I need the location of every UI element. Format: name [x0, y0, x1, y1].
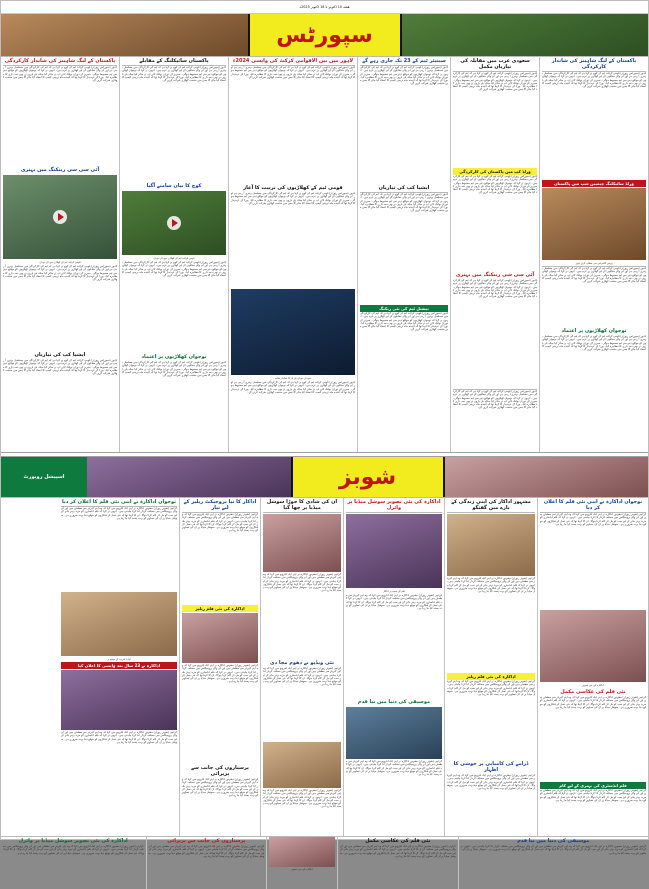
showbiz-red-bar: اداکارہ نے 23 سال بعد واپسی کا اعلان کیا [61, 662, 177, 669]
showbiz-column-5 [180, 498, 260, 836]
issue-date: هفته 10 اکتوبر تا 16 اکتوبر 2025ء [299, 5, 350, 9]
showbiz-body-2: کراچی (شوبز رپورٹر) مشہور اداکارہ نے اپنے ایک انٹرویو میں کہا کہ وہ اپنے کیریئر سے مطمئن ہیں اور آنے والے پروجیکٹس میں مختلف کردار ادا کرنا چاہتی ہیں۔ انہوں نے کہا کہ فلم انڈسٹری کو مزید بہتر بنانے کے لیے سب کو مل کر کام کرنا ہوگا۔ ان کا کہنا تھا کہ نئی نسل کے فنکاروں کو موقع دینا بہت ضروری ہے۔ سوشل میڈیا پر ان کی تصاویر کو بہت پسند کیا جا رہا ہے۔ [540, 696, 646, 709]
footer-photo-1 [269, 837, 335, 867]
sports-column-2 [451, 57, 539, 452]
sports-headline-3: سینیئر ٹیم کے 23 تک جاری رہے گے [362, 58, 446, 64]
sports-body-13: لاہور (سپورٹس رپورٹر) قومی کرکٹ ٹیم کے کوچ نے کہا ہے کہ ٹیم کی کارکردگی میں مسلسل بہتری آ رہی ہے اور آنے والے مقابلوں کے لیے کھلاڑی پر عزم ہیں۔ انہوں نے کہا کہ نوجوان کھلاڑیوں کو مواقع دینے سے ٹیم مضبوط ہوگی۔ سیریز کے دوران بولنگ لائن اپ نے متاثر کیا جبکہ بلے بازوں نے بھی ذمہ داری کا مظاہرہ کیا۔ بورڈ کے عہدیدار کا کہنا تھا کہ آئیندہ ماہ تربیتی کیمپ کا انعقاد کیا جائے گا جس میں منتخب کھلاڑی شرکت کریں گے۔ [231, 381, 355, 394]
showbiz-body-4: کراچی (شوبز رپورٹر) مشہور اداکارہ نے اپنے ایک انٹرویو میں کہا کہ وہ اپنے کیریئر سے مطمئن ہیں اور آنے والے پروجیکٹس میں مختلف کردار ادا کرنا چاہتی ہیں۔ انہوں نے کہا کہ فلم انڈسٹری کو مزید بہتر بنانے کے لیے سب کو مل کر کام کرنا ہوگا۔ ان کا کہنا تھا کہ نئی نسل کے فنکاروں کو موقع دینا بہت ضروری ہے۔ سوشل میڈیا پر ان کی تصاویر کو بہت پسند کیا جا رہا ہے۔ [447, 577, 535, 594]
sports-subhead-3: ایشیا کپ کی تیاریاں [378, 185, 430, 191]
sports-caption-4: قومی کرکٹ ٹیم کے کھلاڑی میچ کے دوران [39, 261, 81, 264]
sports-column-4 [229, 57, 357, 452]
footer-column-4 [147, 837, 267, 889]
sports-subhead-1: قومی ٹیم کے کھلاڑیوں کی تربیت کا آغاز [243, 185, 343, 191]
showbiz-body-8: کراچی (شوبز رپورٹر) مشہور اداکارہ نے اپنے ایک انٹرویو میں کہا کہ وہ اپنے کیریئر سے مطمئن ہیں اور آنے والے پروجیکٹس میں مختلف کردار ادا کرنا چاہتی ہیں۔ انہوں نے کہا کہ فلم انڈسٹری کو مزید بہتر بنانے کے لیے سب کو مل کر کام کرنا ہوگا۔ ان کا کہنا تھا کہ نئی نسل کے فنکاروں کو موقع دینا بہت ضروری ہے۔ سوشل میڈیا پر ان کی تصاویر کو بہت پسند کیا جا رہا ہے۔ [346, 760, 442, 777]
showbiz-title-plate [291, 457, 445, 497]
sports-caption-3: پریس کانفرنس سے خطاب کرتے ہوئے [575, 262, 613, 265]
showbiz-yellow-bar: اداکارہ کی نئی فلم ریلیز [447, 673, 535, 680]
showbiz-headline-4: ان کی شادی کا جوڑا سوشل میڈیا پر چھا گیا [266, 499, 338, 511]
footer-caption-1: اداکارہ کی نئی تصویر [291, 868, 313, 871]
sports-photo-2 [231, 289, 355, 375]
showbiz-body-15: کراچی (شوبز رپورٹر) مشہور اداکارہ نے اپنے ایک انٹرویو میں کہا کہ وہ اپنے کیریئر سے مطمئن ہیں اور آنے والے پروجیکٹس میں مختلف کردار ادا کرنا چاہتی ہیں۔ انہوں نے کہا کہ فلم انڈسٹری کو مزید بہتر بنانے کے لیے سب کو مل کر کام کرنا ہوگا۔ ان کا کہنا تھا کہ نئی نسل کے فنکاروں کو موقع دینا بہت ضروری ہے۔ سوشل میڈیا پر ان کی تصاویر کو بہت پسند کیا جا رہا ہے۔ [61, 507, 177, 520]
showbiz-subhead-1: نئی فلم کی عکاسی مکمل [560, 689, 626, 695]
sports-title-plate [248, 14, 402, 56]
showbiz-body-7: کراچی (شوبز رپورٹر) مشہور اداکارہ نے اپنے ایک انٹرویو میں کہا کہ وہ اپنے کیریئر سے مطمئن ہیں اور آنے والے پروجیکٹس میں مختلف کردار ادا کرنا چاہتی ہیں۔ انہوں نے کہا کہ فلم انڈسٹری کو مزید بہتر بنانے کے لیے سب کو مل کر کام کرنا ہوگا۔ ان کا کہنا تھا کہ نئی نسل کے فنکاروں کو موقع دینا بہت ضروری ہے۔ سوشل میڈیا پر ان کی تصاویر کو بہت پسند کیا جا رہا ہے۔ [346, 594, 442, 611]
sports-body-2: لاہور (سپورٹس رپورٹر) قومی کرکٹ ٹیم کے کوچ نے کہا ہے کہ ٹیم کی کارکردگی میں مسلسل بہتری آ رہی ہے اور آنے والے مقابلوں کے لیے کھلاڑی پر عزم ہیں۔ انہوں نے کہا کہ نوجوان کھلاڑیوں کو مواقع دینے سے ٹیم مضبوط ہوگی۔ سیریز کے دوران بولنگ لائن اپ نے متاثر کیا جبکہ بلے بازوں نے بھی ذمہ داری کا مظاہرہ کیا۔ بورڈ کے عہدیدار کا کہنا تھا کہ آئیندہ ماہ تربیتی کیمپ کا انعقاد کیا جائے گا جس میں منتخب کھلاڑی شرکت کریں گے۔ [542, 267, 646, 284]
footer-headline-4: اداکارہ کی نئی تصویر سوشل میڈیا پر وائرل [18, 838, 128, 844]
showbiz-headline-1: نوجوان اداکارہ نے اپنی نئی فلم کا اعلان کر دیا [543, 499, 643, 511]
sports-body-10: لاہور (سپورٹس رپورٹر) قومی کرکٹ ٹیم کے کوچ نے کہا ہے کہ ٹیم کی کارکردگی میں مسلسل بہتری آ رہی ہے اور آنے والے مقابلوں کے لیے کھلاڑی پر عزم ہیں۔ انہوں نے کہا کہ نوجوان کھلاڑیوں کو مواقع دینے سے ٹیم مضبوط ہوگی۔ سیریز کے دوران بولنگ لائن اپ نے متاثر کیا جبکہ بلے بازوں نے بھی ذمہ داری کا مظاہرہ کیا۔ بورڈ کے عہدیدار کا کہنا تھا کہ آئیندہ ماہ تربیتی کیمپ کا انعقاد کیا جائے گا جس میں منتخب کھلاڑی شرکت کریں گے۔ [360, 312, 448, 332]
sports-subhead-6: نوجوان کھلاڑیوں پر اعتماد [141, 354, 207, 360]
sports-body-14: لاہور (سپورٹس رپورٹر) قومی کرکٹ ٹیم کے کوچ نے کہا ہے کہ ٹیم کی کارکردگی میں مسلسل بہتری آ رہی ہے اور آنے والے مقابلوں کے لیے کھلاڑی پر عزم ہیں۔ انہوں نے کہا کہ نوجوان کھلاڑیوں کو مواقع دینے سے ٹیم مضبوط ہوگی۔ سیریز کے دوران بولنگ لائن اپ نے متاثر کیا جبکہ بلے بازوں نے بھی ذمہ داری کا مظاہرہ کیا۔ بورڈ کے عہدیدار کا کہنا تھا کہ آئیندہ ماہ تربیتی کیمپ کا انعقاد کیا جائے گا جس میں منتخب کھلاڑی شرکت کریں گے۔ [122, 66, 226, 83]
showbiz-photo-2 [447, 514, 535, 576]
showbiz-photo-left [87, 457, 291, 497]
sports-yellow-bar: ورلڈ کپ میں پاکستان کی کارکردگی [453, 168, 537, 175]
footer-column-1 [459, 837, 648, 889]
showbiz-headline-5: اداکار کا نیا پروجیکٹ ریلیز کے لیے تیار [183, 499, 257, 511]
showbiz-subhead-2: ڈرامے کی کامیابی پر خوشی کا اظہار [453, 761, 529, 773]
sports-subhead-2: آئی سی سی رینکنگ میں بہتری [455, 272, 535, 278]
sports-green-bar: نیشنل ٹیم کی نئی رنکنگ [360, 305, 448, 312]
footer-headline-3: پرستاروں کی جانب سے پزیرائی [167, 838, 246, 844]
showbiz-headline-6: نوجوان اداکارہ نے اپنی نئی فلم کا اعلان کر دیا [61, 499, 176, 505]
sports-body-5: لاہور (سپورٹس رپورٹر) قومی کرکٹ ٹیم کے کوچ نے کہا ہے کہ ٹیم کی کارکردگی میں مسلسل بہتری آ رہی ہے اور آنے والے مقابلوں کے لیے کھلاڑی پر عزم ہیں۔ انہوں نے کہا کہ نوجوان کھلاڑیوں کو مواقع دینے سے ٹیم مضبوط ہوگی۔ سیریز کے دوران بولنگ لائن اپ نے متاثر کیا جبکہ بلے بازوں نے بھی ذمہ داری کا مظاہرہ کیا۔ بورڈ کے عہدیدار کا کہنا تھا کہ آئیندہ ماہ تربیتی کیمپ کا انعقاد کیا جائے گا جس میں منتخب کھلاڑی شرکت کریں گے۔ [453, 175, 537, 195]
showbiz-photo-right [445, 457, 649, 497]
sports-content [1, 57, 648, 452]
showbiz-subhead-5: پرستاروں کی جانب سے پزیرائی [191, 765, 249, 777]
sports-photo-3[interactable] [122, 191, 226, 255]
showbiz-body-12: کراچی (شوبز رپورٹر) مشہور اداکارہ نے اپنے ایک انٹرویو میں کہا کہ وہ اپنے کیریئر سے مطمئن ہیں اور آنے والے پروجیکٹس میں مختلف کردار ادا کرنا چاہتی ہیں۔ انہوں نے کہا کہ فلم انڈسٹری کو مزید بہتر بنانے کے لیے سب کو مل کر کام کرنا ہوگا۔ ان کا کہنا تھا کہ نئی نسل کے فنکاروں کو موقع دینا بہت ضروری ہے۔ سوشل میڈیا پر ان کی تصاویر کو بہت پسند کیا جا رہا ہے۔ [182, 513, 258, 533]
sports-caption-1: قومی کرکٹ ٹیم کے کھلاڑی میچ کے دوران [153, 257, 195, 260]
showbiz-headline-2: مشہور اداکار کی اپنی زندگی کے بارے میں گفتگو [451, 499, 531, 511]
showbiz-body-1: کراچی (شوبز رپورٹر) مشہور اداکارہ نے اپنے ایک انٹرویو میں کہا کہ وہ اپنے کیریئر سے مطمئن ہیں اور آنے والے پروجیکٹس میں مختلف کردار ادا کرنا چاہتی ہیں۔ انہوں نے کہا کہ فلم انڈسٹری کو مزید بہتر بنانے کے لیے سب کو مل کر کام کرنا ہوگا۔ ان کا کہنا تھا کہ نئی نسل کے فنکاروں کو موقع دینا بہت ضروری ہے۔ سوشل میڈیا پر ان کی تصاویر کو بہت پسند کیا جا رہا ہے۔ [540, 513, 646, 526]
page-footer-strip [1, 837, 648, 889]
sports-column-1 [540, 57, 648, 452]
showbiz-caption-3: اوارڈ تقریب کے موقع پر [107, 658, 131, 661]
showbiz-column-3 [344, 498, 444, 836]
showbiz-photo-4 [346, 707, 442, 759]
sports-body-11: لاہور (سپورٹس رپورٹر) قومی کرکٹ ٹیم کے کوچ نے کہا ہے کہ ٹیم کی کارکردگی میں مسلسل بہتری آ رہی ہے اور آنے والے مقابلوں کے لیے کھلاڑی پر عزم ہیں۔ انہوں نے کہا کہ نوجوان کھلاڑیوں کو مواقع دینے سے ٹیم مضبوط ہوگی۔ سیریز کے دوران بولنگ لائن اپ نے متاثر کیا جبکہ بلے بازوں نے بھی ذمہ داری کا مظاہرہ کیا۔ بورڈ کے عہدیدار کا کہنا تھا کہ آئیندہ ماہ تربیتی کیمپ کا انعقاد کیا جائے گا جس میں منتخب کھلاڑی شرکت کریں گے۔ [231, 66, 355, 79]
showbiz-caption-1: اداکارہ کی نئی تصویر [582, 684, 604, 687]
showbiz-subhead-3: موسیقی کی دنیا میں نیا قدم [357, 699, 431, 705]
footer-column-3 [267, 837, 337, 889]
sports-headline-1: پاکستان کے لیگ شاہینز کی شاندار کارکردگی [551, 58, 637, 70]
sports-column-3 [358, 57, 450, 452]
showbiz-photo-6 [263, 742, 341, 788]
sports-caption-2: میچ کے دوران بلے باز کا شاندار شاٹ [275, 377, 311, 380]
sports-section-title: سپورٹس [276, 22, 373, 48]
showbiz-content [1, 498, 648, 836]
sports-body-15: لاہور (سپورٹس رپورٹر) قومی کرکٹ ٹیم کے کوچ نے کہا ہے کہ ٹیم کی کارکردگی میں مسلسل بہتری آ رہی ہے اور آنے والے مقابلوں کے لیے کھلاڑی پر عزم ہیں۔ انہوں نے کہا کہ نوجوان کھلاڑیوں کو مواقع دینے سے ٹیم مضبوط ہوگی۔ سیریز کے دوران بولنگ لائن اپ نے متاثر کیا جبکہ بلے بازوں نے بھی ذمہ داری کا مظاہرہ کیا۔ بورڈ کے عہدیدار کا کہنا تھا کہ آئیندہ ماہ تربیتی کیمپ کا انعقاد کیا جائے گا جس میں منتخب کھلاڑی شرکت کریں گے۔ [122, 261, 226, 278]
showbiz-body-9: کراچی (شوبز رپورٹر) مشہور اداکارہ نے اپنے ایک انٹرویو میں کہا کہ وہ اپنے کیریئر سے مطمئن ہیں اور آنے والے پروجیکٹس میں مختلف کردار ادا کرنا چاہتی ہیں۔ انہوں نے کہا کہ فلم انڈسٹری کو مزید بہتر بنانے کے لیے سب کو مل کر کام کرنا ہوگا۔ ان کا کہنا تھا کہ نئی نسل کے فنکاروں کو موقع دینا بہت ضروری ہے۔ سوشل میڈیا پر ان کی تصاویر کو بہت پسند کیا جا رہا ہے۔ [263, 573, 341, 593]
footer-column-5 [1, 837, 146, 889]
sports-body-16: لاہور (سپورٹس رپورٹر) قومی کرکٹ ٹیم کے کوچ نے کہا ہے کہ ٹیم کی کارکردگی میں مسلسل بہتری آ رہی ہے اور آنے والے مقابلوں کے لیے کھلاڑی پر عزم ہیں۔ انہوں نے کہا کہ نوجوان کھلاڑیوں کو مواقع دینے سے ٹیم مضبوط ہوگی۔ سیریز کے دوران بولنگ لائن اپ نے متاثر کیا جبکہ بلے بازوں نے بھی ذمہ داری کا مظاہرہ کیا۔ بورڈ کے عہدیدار کا کہنا تھا کہ آئیندہ ماہ تربیتی کیمپ کا انعقاد کیا جائے گا جس میں منتخب کھلاڑی شرکت کریں گے۔ [122, 361, 226, 378]
showbiz-column-6 [59, 498, 179, 836]
showbiz-column-4 [261, 498, 343, 836]
footer-headline-1: موسیقی کی دنیا میں نیا قدم [517, 838, 590, 844]
footer-body-4: کراچی (شوبز رپورٹر) مشہور اداکارہ نے اپنے ایک انٹرویو میں کہا کہ وہ اپنے کیریئر سے مطمئن ہیں اور آنے والے پروجیکٹس میں مختلف کردار ادا کرنا چاہتی ہیں۔ انہوں نے کہا کہ فلم انڈسٹری کو مزید بہتر بنانے کے لیے سب کو مل کر کام کرنا ہوگا۔ ان کا کہنا تھا کہ نئی نسل کے فنکاروں کو موقع دینا بہت ضروری ہے۔ سوشل میڈیا پر ان کی تصاویر کو بہت پسند کیا جا رہا ہے۔ [3, 845, 144, 855]
sports-body-4: لاہور (سپورٹس رپورٹر) قومی کرکٹ ٹیم کے کوچ نے کہا ہے کہ ٹیم کی کارکردگی میں مسلسل بہتری آ رہی ہے اور آنے والے مقابلوں کے لیے کھلاڑی پر عزم ہیں۔ انہوں نے کہا کہ نوجوان کھلاڑیوں کو مواقع دینے سے ٹیم مضبوط ہوگی۔ سیریز کے دوران بولنگ لائن اپ نے متاثر کیا جبکہ بلے بازوں نے بھی ذمہ داری کا مظاہرہ کیا۔ بورڈ کے عہدیدار کا کہنا تھا کہ آئیندہ ماہ تربیتی کیمپ کا انعقاد کیا جائے گا جس میں منتخب کھلاڑی شرکت کریں گے۔ [453, 72, 537, 92]
sports-headline-6: پاکستان کے لیگ شاہینز کی شاندار کارکردگی [4, 58, 116, 64]
showbiz-body-16: کراچی (شوبز رپورٹر) مشہور اداکارہ نے اپنے ایک انٹرویو میں کہا کہ وہ اپنے کیریئر سے مطمئن ہیں اور آنے والے پروجیکٹس میں مختلف کردار ادا کرنا چاہتی ہیں۔ انہوں نے کہا کہ فلم انڈسٹری کو مزید بہتر بنانے کے لیے سب کو مل کر کام کرنا ہوگا۔ ان کا کہنا تھا کہ نئی نسل کے فنکاروں کو موقع دینا بہت ضروری ہے۔ سوشل میڈیا پر ان کی تصاویر کو بہت پسند کیا جا رہا ہے۔ [61, 731, 177, 744]
play-icon-2[interactable] [53, 210, 67, 224]
sports-headline-4: لاہور میں بین الاقوامی کرکٹ کی واپسی 2024ء [232, 58, 354, 64]
sports-photo-4[interactable] [3, 175, 117, 259]
sports-headline-5: پاکستان سائیکلنگ کے مقابلے [139, 58, 209, 64]
play-icon[interactable] [167, 216, 181, 230]
showbiz-headline-3: اداکارہ کی نئی تصویر سوشل میڈیا پر وائرل [347, 499, 441, 511]
showbiz-caption-2: فلم کے سیٹ پر اداکار [383, 590, 405, 593]
sports-body-1: لاہور (سپورٹس رپورٹر) قومی کرکٹ ٹیم کے کوچ نے کہا ہے کہ ٹیم کی کارکردگی میں مسلسل بہتری آ رہی ہے اور آنے والے مقابلوں کے لیے کھلاڑی پر عزم ہیں۔ انہوں نے کہا کہ نوجوان کھلاڑیوں کو مواقع دینے سے ٹیم مضبوط ہوگی۔ سیریز کے دوران بولنگ لائن اپ نے متاثر کیا جبکہ بلے بازوں نے بھی ذمہ داری کا مظاہرہ کیا۔ بورڈ کے عہدیدار کا کہنا تھا کہ آئیندہ ماہ تربیتی کیمپ کا انعقاد کیا جائے گا جس میں منتخب کھلاڑی شرکت کریں گے۔ [542, 72, 646, 89]
sports-photo-1 [542, 188, 646, 260]
showbiz-column-1 [538, 498, 648, 836]
sports-body-3: لاہور (سپورٹس رپورٹر) قومی کرکٹ ٹیم کے کوچ نے کہا ہے کہ ٹیم کی کارکردگی میں مسلسل بہتری آ رہی ہے اور آنے والے مقابلوں کے لیے کھلاڑی پر عزم ہیں۔ انہوں نے کہا کہ نوجوان کھلاڑیوں کو مواقع دینے سے ٹیم مضبوط ہوگی۔ سیریز کے دوران بولنگ لائن اپ نے متاثر کیا جبکہ بلے بازوں نے بھی ذمہ داری کا مظاہرہ کیا۔ بورڈ کے عہدیدار کا کہنا تھا کہ آئیندہ ماہ تربیتی کیمپ کا انعقاد کیا جائے گا جس میں منتخب کھلاڑی شرکت کریں گے۔ [542, 335, 646, 352]
showbiz-photo-5 [263, 514, 341, 572]
issue-date-strip [1, 1, 648, 14]
sports-column-5 [120, 57, 228, 452]
showbiz-body-6: کراچی (شوبز رپورٹر) مشہور اداکارہ نے اپنے ایک انٹرویو میں کہا کہ وہ اپنے کیریئر سے مطمئن ہیں اور آنے والے پروجیکٹس میں مختلف کردار ادا کرنا چاہتی ہیں۔ انہوں نے کہا کہ فلم انڈسٹری کو مزید بہتر بنانے کے لیے سب کو مل کر کام کرنا ہوگا۔ ان کا کہنا تھا کہ نئی نسل کے فنکاروں کو موقع دینا بہت ضروری ہے۔ سوشل میڈیا پر ان کی تصاویر کو بہت پسند کیا جا رہا ہے۔ [447, 774, 535, 791]
sports-body-17: لاہور (سپورٹس رپورٹر) قومی کرکٹ ٹیم کے کوچ نے کہا ہے کہ ٹیم کی کارکردگی میں مسلسل بہتری آ رہی ہے اور آنے والے مقابلوں کے لیے کھلاڑی پر عزم ہیں۔ انہوں نے کہا کہ نوجوان کھلاڑیوں کو مواقع دینے سے ٹیم مضبوط ہوگی۔ سیریز کے دوران بولنگ لائن اپ نے متاثر کیا جبکہ بلے بازوں نے بھی ذمہ داری کا مظاہرہ کیا۔ بورڈ کے عہدیدار کا کہنا تھا کہ آئیندہ ماہ تربیتی کیمپ کا انعقاد کیا جائے گا جس میں منتخب کھلاڑی شرکت کریں گے۔ [3, 66, 117, 83]
showbiz-masthead [1, 457, 648, 497]
sports-subhead-7: آئی سی سی رینکنگ میں بہتری [20, 167, 100, 173]
sports-body-8: لاہور (سپورٹس رپورٹر) قومی کرکٹ ٹیم کے کوچ نے کہا ہے کہ ٹیم کی کارکردگی میں مسلسل بہتری آ رہی ہے اور آنے والے مقابلوں کے لیے کھلاڑی پر عزم ہیں۔ انہوں نے کہا کہ نوجوان کھلاڑیوں کو مواقع دینے سے ٹیم مضبوط ہوگی۔ سیریز کے دوران بولنگ لائن اپ نے متاثر کیا جبکہ بلے بازوں نے بھی ذمہ داری کا مظاہرہ کیا۔ بورڈ کے عہدیدار کا کہنا تھا کہ آئیندہ ماہ تربیتی کیمپ کا انعقاد کیا جائے گا جس میں منتخب کھلاڑی شرکت کریں گے۔ [360, 66, 448, 86]
showbiz-subhead-4: نئی ویڈیو نے دھوم مچا دی [270, 660, 334, 666]
sports-masthead [1, 14, 648, 56]
sports-subhead-5: نوجوان کھلاڑیوں پر اعتماد [561, 328, 627, 334]
sports-body-9: لاہور (سپورٹس رپورٹر) قومی کرکٹ ٹیم کے کوچ نے کہا ہے کہ ٹیم کی کارکردگی میں مسلسل بہتری آ رہی ہے اور آنے والے مقابلوں کے لیے کھلاڑی پر عزم ہیں۔ انہوں نے کہا کہ نوجوان کھلاڑیوں کو مواقع دینے سے ٹیم مضبوط ہوگی۔ سیریز کے دوران بولنگ لائن اپ نے متاثر کیا جبکہ بلے بازوں نے بھی ذمہ داری کا مظاہرہ کیا۔ بورڈ کے عہدیدار کا کہنا تھا کہ آئیندہ ماہ تربیتی کیمپ کا انعقاد کیا جائے گا جس میں منتخب کھلاڑی شرکت کریں گے۔ [360, 193, 448, 213]
showbiz-column-2 [445, 498, 537, 836]
sports-body-19: لاہور (سپورٹس رپورٹر) قومی کرکٹ ٹیم کے کوچ نے کہا ہے کہ ٹیم کی کارکردگی میں مسلسل بہتری آ رہی ہے اور آنے والے مقابلوں کے لیے کھلاڑی پر عزم ہیں۔ انہوں نے کہا کہ نوجوان کھلاڑیوں کو مواقع دینے سے ٹیم مضبوط ہوگی۔ سیریز کے دوران بولنگ لائن اپ نے متاثر کیا جبکہ بلے بازوں نے بھی ذمہ داری کا مظاہرہ کیا۔ بورڈ کے عہدیدار کا کہنا تھا کہ آئیندہ ماہ تربیتی کیمپ کا انعقاد کیا جائے گا جس میں منتخب کھلاڑی شرکت کریں گے۔ [3, 359, 117, 376]
showbiz-section-title: شوبز [338, 464, 397, 490]
showbiz-photo-9 [61, 670, 177, 730]
sports-body-7: لاہور (سپورٹس رپورٹر) قومی کرکٹ ٹیم کے کوچ نے کہا ہے کہ ٹیم کی کارکردگی میں مسلسل بہتری آ رہی ہے اور آنے والے مقابلوں کے لیے کھلاڑی پر عزم ہیں۔ انہوں نے کہا کہ نوجوان کھلاڑیوں کو مواقع دینے سے ٹیم مضبوط ہوگی۔ سیریز کے دوران بولنگ لائن اپ نے متاثر کیا جبکہ بلے بازوں نے بھی ذمہ داری کا مظاہرہ کیا۔ بورڈ کے عہدیدار کا کہنا تھا کہ آئیندہ ماہ تربیتی کیمپ کا انعقاد کیا جائے گا جس میں منتخب کھلاڑی شرکت کریں گے۔ [453, 390, 537, 410]
showbiz-green-bar: فلم انڈسٹری کی بہتری کے لیے کام [540, 782, 646, 789]
sports-body-12: لاہور (سپورٹس رپورٹر) قومی کرکٹ ٹیم کے کوچ نے کہا ہے کہ ٹیم کی کارکردگی میں مسلسل بہتری آ رہی ہے اور آنے والے مقابلوں کے لیے کھلاڑی پر عزم ہیں۔ انہوں نے کہا کہ نوجوان کھلاڑیوں کو مواقع دینے سے ٹیم مضبوط ہوگی۔ سیریز کے دوران بولنگ لائن اپ نے متاثر کیا جبکہ بلے بازوں نے بھی ذمہ داری کا مظاہرہ کیا۔ بورڈ کے عہدیدار کا کہنا تھا کہ آئیندہ ماہ تربیتی کیمپ کا انعقاد کیا جائے گا جس میں منتخب کھلاڑی شرکت کریں گے۔ [231, 192, 355, 205]
showbiz-body-5: کراچی (شوبز رپورٹر) مشہور اداکارہ نے اپنے ایک انٹرویو میں کہا کہ وہ اپنے کیریئر سے مطمئن ہیں اور آنے والے پروجیکٹس میں مختلف کردار ادا کرنا چاہتی ہیں۔ انہوں نے کہا کہ فلم انڈسٹری کو مزید بہتر بنانے کے لیے سب کو مل کر کام کرنا ہوگا۔ ان کا کہنا تھا کہ نئی نسل کے فنکاروں کو موقع دینا بہت ضروری ہے۔ سوشل میڈیا پر ان کی تصاویر کو بہت پسند کیا جا رہا ہے۔ [447, 680, 535, 697]
showbiz-special-tag: اسپیشل روپورٹ [1, 457, 87, 497]
showbiz-body-13: کراچی (شوبز رپورٹر) مشہور اداکارہ نے اپنے ایک انٹرویو میں کہا کہ وہ اپنے کیریئر سے مطمئن ہیں اور آنے والے پروجیکٹس میں مختلف کردار ادا کرنا چاہتی ہیں۔ انہوں نے کہا کہ فلم انڈسٹری کو مزید بہتر بنانے کے لیے سب کو مل کر کام کرنا ہوگا۔ ان کا کہنا تھا کہ نئی نسل کے فنکاروں کو موقع دینا بہت ضروری ہے۔ سوشل میڈیا پر ان کی تصاویر کو بہت پسند کیا جا رہا ہے۔ [182, 664, 258, 684]
showbiz-photo-1 [540, 610, 646, 682]
masthead-photo-right [402, 14, 649, 56]
footer-body-1: کراچی (شوبز رپورٹر) مشہور اداکارہ نے اپنے ایک انٹرویو میں کہا کہ وہ اپنے کیریئر سے مطمئن ہیں اور آنے والے پروجیکٹس میں مختلف کردار ادا کرنا چاہتی ہیں۔ انہوں نے کہا کہ فلم انڈسٹری کو مزید بہتر بنانے کے لیے سب کو مل کر کام کرنا ہوگا۔ ان کا کہنا تھا کہ نئی نسل کے فنکاروں کو موقع دینا بہت ضروری ہے۔ سوشل میڈیا پر ان کی تصاویر کو بہت پسند کیا جا رہا ہے۔ [460, 845, 646, 855]
masthead-photo-left [1, 14, 248, 56]
sports-subhead-8: ایشیا کپ کی تیاریاں [34, 352, 86, 358]
sports-column-6 [1, 57, 119, 452]
showbiz-photo-3 [346, 514, 442, 588]
showbiz-yellow-bar-2: اداکارہ کی نئی فلم ریلیز [182, 605, 258, 612]
showbiz-body-3: کراچی (شوبز رپورٹر) مشہور اداکارہ نے اپنے ایک انٹرویو میں کہا کہ وہ اپنے کیریئر سے مطمئن ہیں اور آنے والے پروجیکٹس میں مختلف کردار ادا کرنا چاہتی ہیں۔ انہوں نے کہا کہ فلم انڈسٹری کو مزید بہتر بنانے کے لیے سب کو مل کر کام کرنا ہوگا۔ ان کا کہنا تھا کہ نئی نسل کے فنکاروں کو موقع دینا بہت ضروری ہے۔ سوشل میڈیا پر ان کی تصاویر کو بہت پسند کیا جا رہا ہے۔ [540, 789, 646, 802]
footer-body-3: کراچی (شوبز رپورٹر) مشہور اداکارہ نے اپنے ایک انٹرویو میں کہا کہ وہ اپنے کیریئر سے مطمئن ہیں اور آنے والے پروجیکٹس میں مختلف کردار ادا کرنا چاہتی ہیں۔ انہوں نے کہا کہ فلم انڈسٹری کو مزید بہتر بنانے کے لیے سب کو مل کر کام کرنا ہوگا۔ ان کا کہنا تھا کہ نئی نسل کے فنکاروں کو موقع دینا بہت ضروری ہے۔ سوشل میڈیا پر ان کی تصاویر کو بہت پسند کیا جا رہا ہے۔ [148, 845, 265, 858]
showbiz-body-14: کراچی (شوبز رپورٹر) مشہور اداکارہ نے اپنے ایک انٹرویو میں کہا کہ وہ اپنے کیریئر سے مطمئن ہیں اور آنے والے پروجیکٹس میں مختلف کردار ادا کرنا چاہتی ہیں۔ انہوں نے کہا کہ فلم انڈسٹری کو مزید بہتر بنانے کے لیے سب کو مل کر کام کرنا ہوگا۔ ان کا کہنا تھا کہ نئی نسل کے فنکاروں کو موقع دینا بہت ضروری ہے۔ سوشل میڈیا پر ان کی تصاویر کو بہت پسند کیا جا رہا ہے۔ [182, 778, 258, 798]
footer-column-2 [338, 837, 458, 889]
sports-body-18: لاہور (سپورٹس رپورٹر) قومی کرکٹ ٹیم کے کوچ نے کہا ہے کہ ٹیم کی کارکردگی میں مسلسل بہتری آ رہی ہے اور آنے والے مقابلوں کے لیے کھلاڑی پر عزم ہیں۔ انہوں نے کہا کہ نوجوان کھلاڑیوں کو مواقع دینے سے ٹیم مضبوط ہوگی۔ سیریز کے دوران بولنگ لائن اپ نے متاثر کیا جبکہ بلے بازوں نے بھی ذمہ داری کا مظاہرہ کیا۔ بورڈ کے عہدیدار کا کہنا تھا کہ آئیندہ ماہ تربیتی کیمپ کا انعقاد کیا جائے گا جس میں منتخب کھلاڑی شرکت کریں گے۔ [3, 265, 117, 282]
sports-red-bar: ورلڈ سائیکلنگ چیمپین شپ میں پاکستان [542, 180, 646, 187]
footer-body-2: کراچی (شوبز رپورٹر) مشہور اداکارہ نے اپنے ایک انٹرویو میں کہا کہ وہ اپنے کیریئر سے مطمئن ہیں اور آنے والے پروجیکٹس میں مختلف کردار ادا کرنا چاہتی ہیں۔ انہوں نے کہا کہ فلم انڈسٹری کو مزید بہتر بنانے کے لیے سب کو مل کر کام کرنا ہوگا۔ ان کا کہنا تھا کہ نئی نسل کے فنکاروں کو موقع دینا بہت ضروری ہے۔ سوشل میڈیا پر ان کی تصاویر کو بہت پسند کیا جا رہا ہے۔ [339, 845, 456, 858]
sports-body-6: لاہور (سپورٹس رپورٹر) قومی کرکٹ ٹیم کے کوچ نے کہا ہے کہ ٹیم کی کارکردگی میں مسلسل بہتری آ رہی ہے اور آنے والے مقابلوں کے لیے کھلاڑی پر عزم ہیں۔ انہوں نے کہا کہ نوجوان کھلاڑیوں کو مواقع دینے سے ٹیم مضبوط ہوگی۔ سیریز کے دوران بولنگ لائن اپ نے متاثر کیا جبکہ بلے بازوں نے بھی ذمہ داری کا مظاہرہ کیا۔ بورڈ کے عہدیدار کا کہنا تھا کہ آئیندہ ماہ تربیتی کیمپ کا انعقاد کیا جائے گا جس میں منتخب کھلاڑی شرکت کریں گے۔ [453, 279, 537, 299]
showbiz-body-10: کراچی (شوبز رپورٹر) مشہور اداکارہ نے اپنے ایک انٹرویو میں کہا کہ وہ اپنے کیریئر سے مطمئن ہیں اور آنے والے پروجیکٹس میں مختلف کردار ادا کرنا چاہتی ہیں۔ انہوں نے کہا کہ فلم انڈسٹری کو مزید بہتر بنانے کے لیے سب کو مل کر کام کرنا ہوگا۔ ان کا کہنا تھا کہ نئی نسل کے فنکاروں کو موقع دینا بہت ضروری ہے۔ سوشل میڈیا پر ان کی تصاویر کو بہت پسند کیا جا رہا ہے۔ [263, 667, 341, 687]
footer-headline-2: نئی فلم کی عکاسی مکمل [365, 838, 431, 844]
showbiz-body-11: کراچی (شوبز رپورٹر) مشہور اداکارہ نے اپنے ایک انٹرویو میں کہا کہ وہ اپنے کیریئر سے مطمئن ہیں اور آنے والے پروجیکٹس میں مختلف کردار ادا کرنا چاہتی ہیں۔ انہوں نے کہا کہ فلم انڈسٹری کو مزید بہتر بنانے کے لیے سب کو مل کر کام کرنا ہوگا۔ ان کا کہنا تھا کہ نئی نسل کے فنکاروں کو موقع دینا بہت ضروری ہے۔ سوشل میڈیا پر ان کی تصاویر کو بہت پسند کیا جا رہا ہے۔ [263, 789, 341, 809]
showbiz-photo-8 [61, 592, 177, 656]
showbiz-photo-7 [182, 613, 258, 663]
sports-headline-2: سعودی عرب میں مقابلہ کی تیاریاں مکمل [460, 58, 530, 70]
sports-subhead-4: کوچ کا بیان سامنے آگیا [146, 183, 202, 189]
